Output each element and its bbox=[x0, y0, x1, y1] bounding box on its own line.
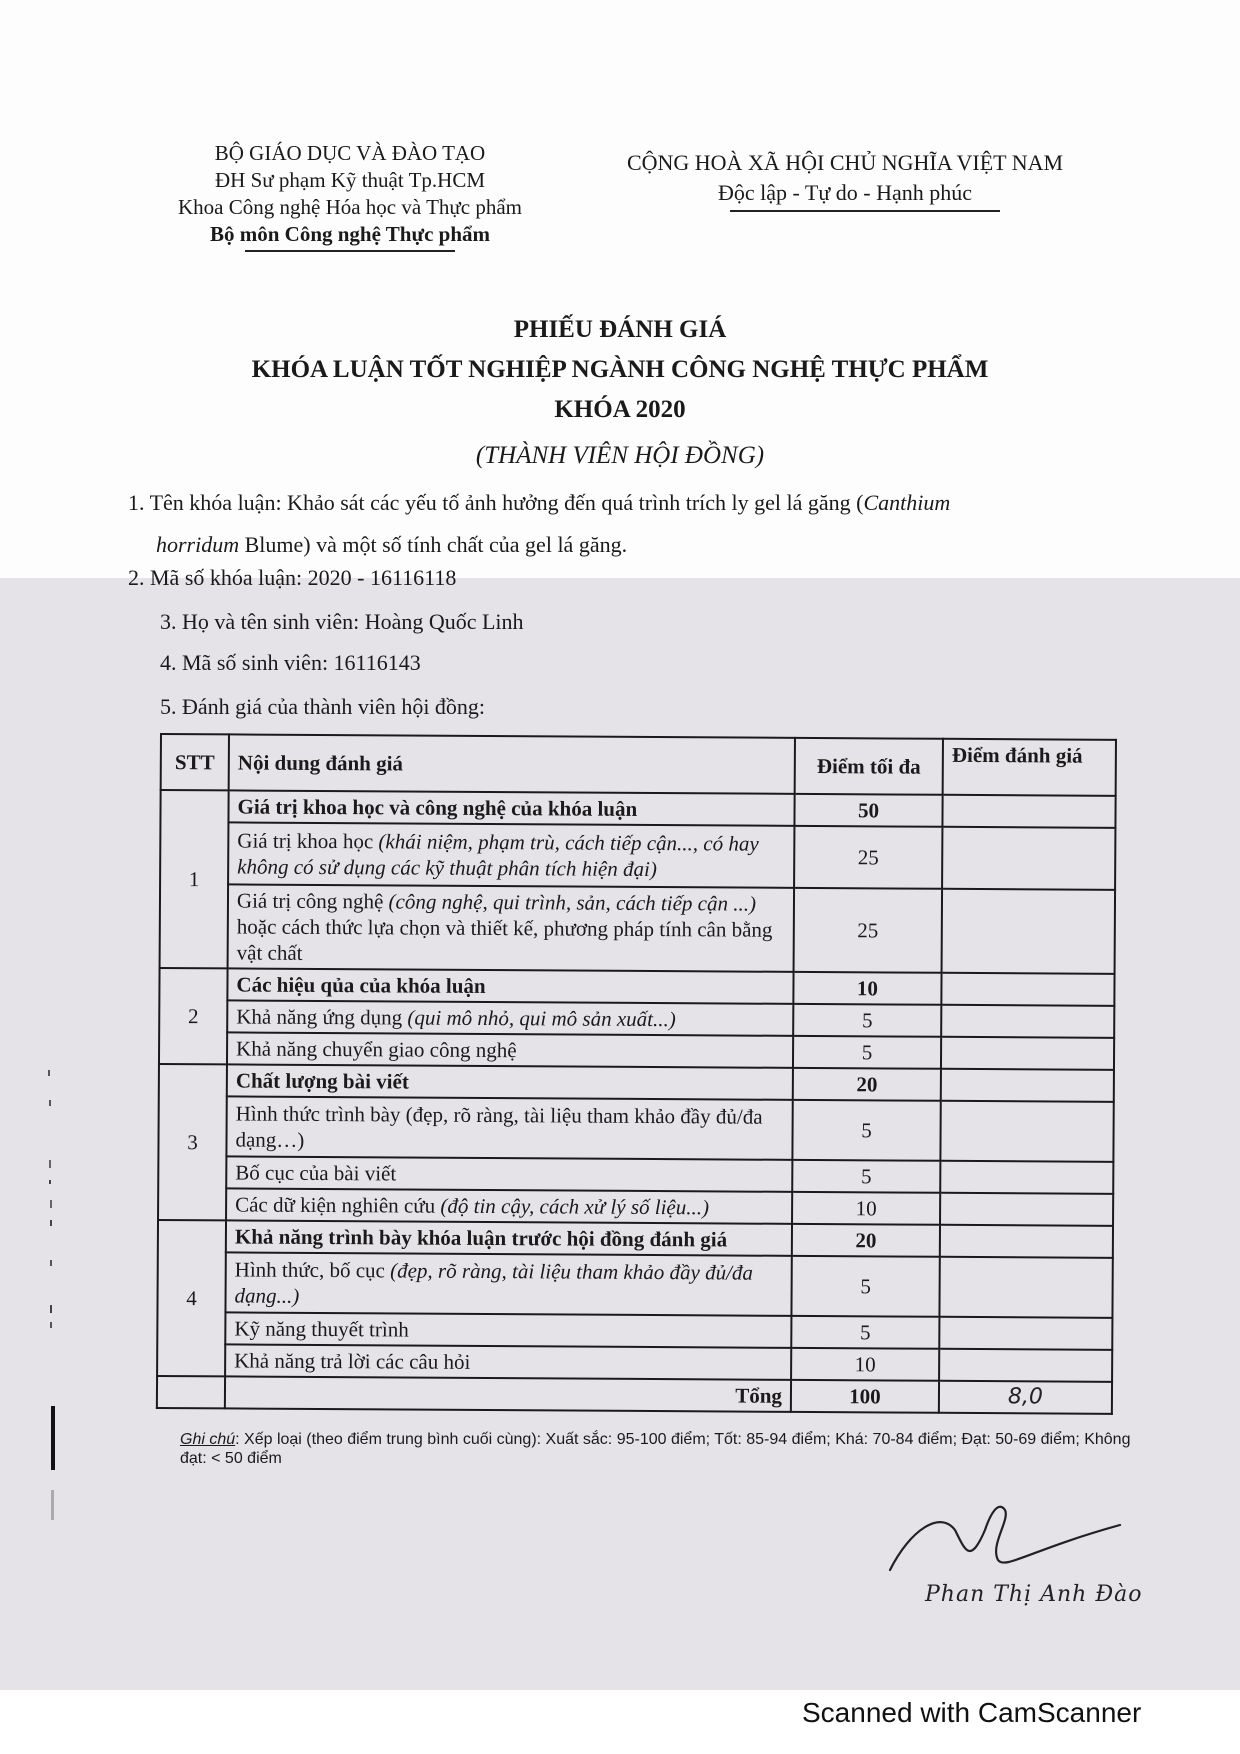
score-cell[interactable] bbox=[939, 1257, 1112, 1318]
criterion-label: Hình thức trình bày (đẹp, rõ ràng, tài liệu tham khảo đầy đủ/đa dạng…) bbox=[235, 1101, 763, 1152]
criterion-text bbox=[226, 1156, 792, 1191]
criterion-text bbox=[226, 1188, 792, 1223]
table-header-row bbox=[161, 734, 1116, 796]
total-empty-cell bbox=[157, 1376, 225, 1408]
evaluation-label: 5. Đánh giá của thành viên hội đồng: bbox=[160, 694, 486, 719]
criterion-text bbox=[228, 884, 795, 971]
national-motto: Độc lập - Tự do - Hạnh phúc bbox=[717, 180, 973, 205]
thesis-title-item bbox=[128, 482, 1108, 566]
score-cell[interactable] bbox=[940, 1161, 1113, 1194]
max-score: 5 bbox=[792, 1100, 940, 1161]
document-title-cohort: KHÓA 2020 bbox=[554, 396, 686, 423]
group-title: Khả năng trình bày khóa luận trước hội đồng đánh giá bbox=[226, 1220, 792, 1255]
criterion-text bbox=[228, 822, 794, 887]
score-cell[interactable] bbox=[940, 1101, 1113, 1162]
max-score: 50 bbox=[794, 794, 942, 827]
thesis-title-text: 1. Tên khóa luận: Khảo sát các yếu tố ảnh hưởng đến quá trình trích ly gel lá găng ( bbox=[128, 490, 864, 515]
max-score: 25 bbox=[794, 888, 943, 973]
group-title: Chất lượng bài viết bbox=[227, 1064, 793, 1099]
header-stt: STT bbox=[161, 734, 229, 790]
score-cell[interactable] bbox=[939, 1349, 1112, 1382]
scan-edge-artifacts bbox=[40, 1060, 60, 1590]
university-name: ĐH Sư phạm Kỹ thuật Tp.HCM bbox=[215, 168, 485, 192]
total-score-handwritten[interactable]: 8,0 bbox=[939, 1381, 1112, 1414]
criterion-text bbox=[225, 1252, 791, 1315]
criterion-text bbox=[227, 1000, 793, 1035]
table-row bbox=[160, 884, 1115, 974]
national-header bbox=[610, 148, 1080, 212]
criterion-text bbox=[225, 1312, 791, 1347]
total-row bbox=[157, 1376, 1112, 1414]
criterion-label: Giá trị công nghệ bbox=[236, 888, 389, 914]
criterion-label: Khả năng ứng dụng bbox=[236, 1004, 408, 1030]
header-max-score: Điểm tối đa bbox=[795, 738, 943, 795]
score-cell[interactable] bbox=[941, 973, 1114, 1006]
score-cell[interactable] bbox=[940, 1193, 1113, 1226]
student-id-item: 4. Mã số sinh viên: 16116143 bbox=[160, 650, 421, 675]
thesis-title-suffix: Blume) và một số tính chất của gel lá găng. bbox=[239, 532, 628, 557]
criterion-text bbox=[226, 1096, 792, 1159]
species-epithet: horridum bbox=[156, 532, 240, 557]
score-cell[interactable] bbox=[941, 1037, 1114, 1070]
max-score: 5 bbox=[792, 1160, 940, 1193]
criterion-label: Các dữ kiện nghiên cứu bbox=[235, 1192, 441, 1218]
group-title: Các hiệu qủa của khóa luận bbox=[227, 968, 793, 1003]
faculty-name: Khoa Công nghệ Hóa học và Thực phẩm bbox=[178, 195, 522, 219]
criterion-label: Khả năng trả lời các câu hỏi bbox=[234, 1348, 471, 1374]
max-score: 10 bbox=[793, 972, 941, 1005]
document-subtitle: (THÀNH VIÊN HỘI ĐỒNG) bbox=[475, 442, 765, 469]
thesis-code-item: 2. Mã số khóa luận: 2020 - 16116118 bbox=[128, 565, 457, 590]
criterion-note: (độ tin cậy, cách xử lý số liệu...) bbox=[440, 1193, 710, 1220]
max-score: 5 bbox=[791, 1316, 939, 1349]
grading-note bbox=[180, 1430, 1140, 1468]
group-number: 4 bbox=[157, 1220, 226, 1376]
camscanner-watermark: Scanned with CamScanner bbox=[802, 1697, 1142, 1728]
note-text: : Xếp loại (theo điểm trung bình cuối cùng): Xuất sắc: 95-100 điểm; Tốt: 85-94 điểm; Khá: 70-84 điểm; Đạt: 50-69 điểm; Không đạt: < 50 điểm bbox=[180, 1431, 1131, 1467]
table-row bbox=[158, 1096, 1113, 1162]
max-score: 10 bbox=[792, 1192, 940, 1225]
group-title: Giá trị khoa học và công nghệ của khóa luận bbox=[228, 790, 794, 825]
score-cell[interactable] bbox=[940, 1225, 1113, 1258]
criterion-note: (công nghệ, qui trình, sản, cách tiếp cận ...) bbox=[388, 889, 757, 916]
max-score: 25 bbox=[794, 826, 942, 889]
max-score: 20 bbox=[793, 1068, 941, 1101]
student-name-item: 3. Họ và tên sinh viên: Hoàng Quốc Linh bbox=[160, 609, 524, 634]
evaluation-table bbox=[156, 733, 1117, 1415]
document-title-block bbox=[180, 310, 1060, 476]
max-score: 10 bbox=[791, 1348, 939, 1381]
table-row bbox=[160, 822, 1115, 890]
max-score: 20 bbox=[792, 1224, 940, 1257]
criterion-label: Giá trị khoa học bbox=[237, 828, 379, 854]
table-row bbox=[157, 1252, 1112, 1318]
national-title: CỘNG HOÀ XÃ HỘI CHỦ NGHĨA VIỆT NAM bbox=[626, 150, 1064, 175]
score-cell[interactable] bbox=[941, 1005, 1114, 1038]
header-content: Nội dung đánh giá bbox=[229, 734, 795, 793]
score-cell[interactable] bbox=[939, 1317, 1112, 1350]
max-score: 5 bbox=[791, 1256, 939, 1317]
note-label: Ghi chú bbox=[180, 1431, 236, 1448]
group-number: 1 bbox=[160, 790, 229, 968]
criterion-text bbox=[227, 1032, 793, 1067]
document-title-program: KHÓA LUẬN TỐT NGHIỆP NGÀNH CÔNG NGHỆ THỰC PHẨM bbox=[251, 356, 989, 383]
total-max-score: 100 bbox=[791, 1380, 939, 1413]
score-cell[interactable] bbox=[942, 795, 1115, 828]
max-score: 5 bbox=[793, 1036, 941, 1069]
ministry-name: BỘ GIÁO DỤC VÀ ĐÀO TẠO bbox=[214, 141, 486, 165]
group-number: 2 bbox=[159, 968, 228, 1064]
criterion-label-cont: hoặc cách thức lựa chọn và thiết kế, phương pháp tính cân bằng vật chất bbox=[236, 914, 773, 965]
criterion-label: Khả năng chuyển giao công nghệ bbox=[236, 1036, 517, 1063]
score-cell[interactable] bbox=[942, 889, 1116, 974]
ministry-header bbox=[150, 140, 550, 252]
department-name: Bộ môn Công nghệ Thực phẩm bbox=[209, 222, 491, 246]
criterion-label: Hình thức, bố cục bbox=[234, 1257, 391, 1283]
criterion-note: (qui mô nhỏ, qui mô sản xuất...) bbox=[407, 1005, 676, 1032]
max-score: 5 bbox=[793, 1004, 941, 1037]
criterion-label: Bố cục của bài viết bbox=[235, 1160, 397, 1186]
document-title: PHIẾU ĐÁNH GIÁ bbox=[513, 316, 727, 343]
species-genus: Canthium bbox=[863, 490, 951, 515]
total-label: Tổng bbox=[225, 1376, 791, 1411]
criterion-note: (khái niệm, phạm trù, cách tiếp cận..., có hay không có sử dụng các kỹ thuật phân tích hiện đại) bbox=[237, 829, 759, 882]
signer-name: Phan Thị Anh Đào bbox=[925, 1582, 1143, 1607]
header-left-rule bbox=[245, 250, 455, 252]
criterion-note: (đẹp, rõ ràng, tài liệu tham khảo đầy đủ/đa dạng...) bbox=[234, 1258, 754, 1308]
criterion-text bbox=[225, 1344, 791, 1379]
signature-scribble bbox=[880, 1490, 1180, 1580]
header-score: Điểm đánh giá bbox=[943, 739, 1116, 796]
header-right-rule bbox=[730, 210, 1000, 212]
score-cell[interactable] bbox=[941, 1069, 1114, 1102]
criterion-label: Kỹ năng thuyết trình bbox=[234, 1316, 409, 1342]
score-cell[interactable] bbox=[942, 827, 1115, 890]
group-number: 3 bbox=[158, 1064, 227, 1220]
